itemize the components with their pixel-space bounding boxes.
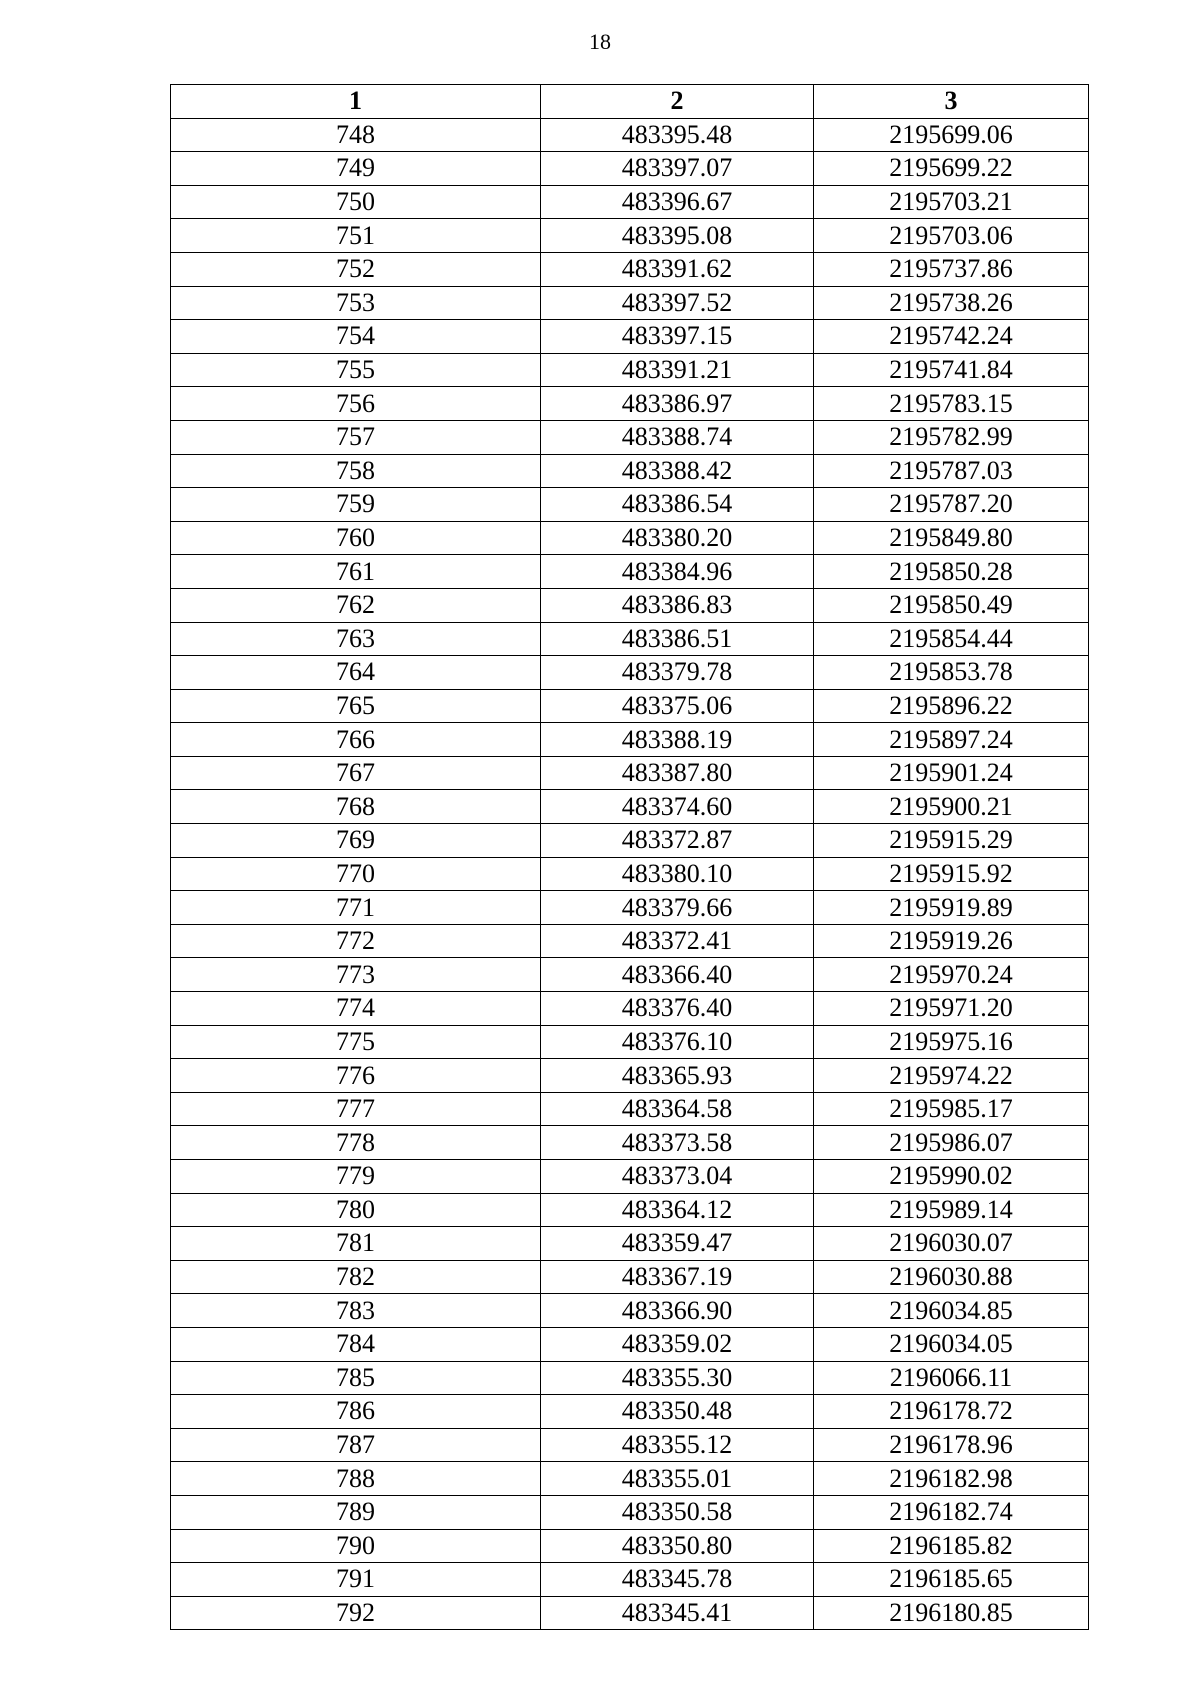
coordinate-x-cell: 483366.40: [541, 958, 814, 992]
coordinate-x-cell: 483386.83: [541, 588, 814, 622]
table-row: [171, 891, 1089, 925]
coordinate-x-cell: 483391.21: [541, 353, 814, 387]
coordinate-x-cell: 483386.97: [541, 387, 814, 421]
coordinate-x-cell: 483387.80: [541, 756, 814, 790]
point-number-cell: 774: [171, 992, 541, 1026]
point-number-cell: 778: [171, 1126, 541, 1160]
point-number-cell: 754: [171, 320, 541, 354]
coordinate-y-cell: 2195787.20: [814, 488, 1089, 522]
coordinate-y-cell: 2196178.96: [814, 1428, 1089, 1462]
point-number-cell: 785: [171, 1361, 541, 1395]
header-cell: 2: [541, 85, 814, 119]
coordinate-x-cell: 483396.67: [541, 185, 814, 219]
coordinate-x-cell: 483350.48: [541, 1395, 814, 1429]
coordinate-x-cell: 483384.96: [541, 555, 814, 589]
table-row: [171, 1294, 1089, 1328]
coordinate-y-cell: 2195919.89: [814, 891, 1089, 925]
table-row: [171, 320, 1089, 354]
coordinate-y-cell: 2195915.29: [814, 824, 1089, 858]
point-number-cell: 775: [171, 1025, 541, 1059]
point-number-cell: 771: [171, 891, 541, 925]
coordinate-x-cell: 483380.10: [541, 857, 814, 891]
header-cell: 1: [171, 85, 541, 119]
table-row: [171, 958, 1089, 992]
table-row: [171, 824, 1089, 858]
coordinate-x-cell: 483388.74: [541, 420, 814, 454]
point-number-cell: 780: [171, 1193, 541, 1227]
table-row: [171, 1227, 1089, 1261]
point-number-cell: 757: [171, 420, 541, 454]
table-row: [171, 723, 1089, 757]
coordinate-x-cell: 483395.48: [541, 118, 814, 152]
coordinate-x-cell: 483373.04: [541, 1160, 814, 1194]
coordinate-y-cell: 2195986.07: [814, 1126, 1089, 1160]
table-row: [171, 252, 1089, 286]
point-number-cell: 787: [171, 1428, 541, 1462]
table-row: [171, 1025, 1089, 1059]
point-number-cell: 770: [171, 857, 541, 891]
coordinate-x-cell: 483355.30: [541, 1361, 814, 1395]
coordinate-y-cell: 2195699.22: [814, 152, 1089, 186]
table-row: [171, 1193, 1089, 1227]
point-number-cell: 783: [171, 1294, 541, 1328]
point-number-cell: 765: [171, 689, 541, 723]
coordinate-y-cell: 2196182.74: [814, 1495, 1089, 1529]
coordinate-y-cell: 2195742.24: [814, 320, 1089, 354]
point-number-cell: 760: [171, 521, 541, 555]
coordinate-x-cell: 483376.10: [541, 1025, 814, 1059]
coordinate-x-cell: 483372.87: [541, 824, 814, 858]
coordinate-x-cell: 483365.93: [541, 1059, 814, 1093]
table-row: [171, 185, 1089, 219]
table-row: [171, 1361, 1089, 1395]
table-row: [171, 1126, 1089, 1160]
coordinate-x-cell: 483388.42: [541, 454, 814, 488]
coordinate-y-cell: 2195849.80: [814, 521, 1089, 555]
table-row: [171, 1462, 1089, 1496]
coordinate-y-cell: 2195985.17: [814, 1092, 1089, 1126]
coordinate-y-cell: 2195850.49: [814, 588, 1089, 622]
coordinate-y-cell: 2196182.98: [814, 1462, 1089, 1496]
coordinate-x-cell: 483397.52: [541, 286, 814, 320]
coordinate-x-cell: 483386.51: [541, 622, 814, 656]
coordinate-x-cell: 483397.07: [541, 152, 814, 186]
point-number-cell: 749: [171, 152, 541, 186]
coordinate-y-cell: 2195782.99: [814, 420, 1089, 454]
coordinate-y-cell: 2195783.15: [814, 387, 1089, 421]
coordinate-x-cell: 483355.01: [541, 1462, 814, 1496]
table-row: [171, 420, 1089, 454]
coordinates-table: [170, 84, 1089, 1630]
table-row: [171, 1327, 1089, 1361]
table-row: [171, 286, 1089, 320]
table-row: [171, 488, 1089, 522]
point-number-cell: 769: [171, 824, 541, 858]
coordinate-y-cell: 2195738.26: [814, 286, 1089, 320]
point-number-cell: 758: [171, 454, 541, 488]
coordinate-y-cell: 2195970.24: [814, 958, 1089, 992]
coordinate-x-cell: 483376.40: [541, 992, 814, 1026]
point-number-cell: 792: [171, 1596, 541, 1630]
point-number-cell: 761: [171, 555, 541, 589]
coordinate-x-cell: 483345.78: [541, 1563, 814, 1597]
point-number-cell: 767: [171, 756, 541, 790]
point-number-cell: 791: [171, 1563, 541, 1597]
coordinate-y-cell: 2196034.85: [814, 1294, 1089, 1328]
point-number-cell: 752: [171, 252, 541, 286]
point-number-cell: 748: [171, 118, 541, 152]
coordinate-y-cell: 2195896.22: [814, 689, 1089, 723]
coordinate-y-cell: 2196185.82: [814, 1529, 1089, 1563]
coordinate-y-cell: 2196185.65: [814, 1563, 1089, 1597]
coordinate-x-cell: 483373.58: [541, 1126, 814, 1160]
point-number-cell: 762: [171, 588, 541, 622]
table-row: [171, 790, 1089, 824]
point-number-cell: 755: [171, 353, 541, 387]
table-row: [171, 1596, 1089, 1630]
table-row: [171, 924, 1089, 958]
point-number-cell: 789: [171, 1495, 541, 1529]
coordinate-x-cell: 483374.60: [541, 790, 814, 824]
point-number-cell: 772: [171, 924, 541, 958]
table-row: [171, 689, 1089, 723]
point-number-cell: 776: [171, 1059, 541, 1093]
coordinate-x-cell: 483372.41: [541, 924, 814, 958]
coordinate-y-cell: 2195703.06: [814, 219, 1089, 253]
coordinate-y-cell: 2195897.24: [814, 723, 1089, 757]
table-row: [171, 152, 1089, 186]
coordinate-y-cell: 2195853.78: [814, 656, 1089, 690]
table-row: [171, 1495, 1089, 1529]
coordinate-y-cell: 2195787.03: [814, 454, 1089, 488]
coordinate-y-cell: 2195900.21: [814, 790, 1089, 824]
coordinate-y-cell: 2195703.21: [814, 185, 1089, 219]
table-row: [171, 1529, 1089, 1563]
header-cell: 3: [814, 85, 1089, 119]
table-row: [171, 1260, 1089, 1294]
table-row: [171, 1160, 1089, 1194]
coordinate-y-cell: 2195974.22: [814, 1059, 1089, 1093]
coordinate-y-cell: 2196030.07: [814, 1227, 1089, 1261]
coordinate-y-cell: 2195990.02: [814, 1160, 1089, 1194]
table-row: [171, 521, 1089, 555]
point-number-cell: 753: [171, 286, 541, 320]
table-row: [171, 656, 1089, 690]
coordinate-x-cell: 483397.15: [541, 320, 814, 354]
coordinate-x-cell: 483379.66: [541, 891, 814, 925]
table-row: [171, 857, 1089, 891]
point-number-cell: 781: [171, 1227, 541, 1261]
coordinate-x-cell: 483359.02: [541, 1327, 814, 1361]
coordinate-x-cell: 483350.58: [541, 1495, 814, 1529]
coordinate-y-cell: 2195741.84: [814, 353, 1089, 387]
point-number-cell: 751: [171, 219, 541, 253]
coordinate-y-cell: 2195699.06: [814, 118, 1089, 152]
coordinate-y-cell: 2195850.28: [814, 555, 1089, 589]
coordinate-x-cell: 483388.19: [541, 723, 814, 757]
coordinate-y-cell: 2195737.86: [814, 252, 1089, 286]
coordinate-y-cell: 2196066.11: [814, 1361, 1089, 1395]
table-row: [171, 1092, 1089, 1126]
coordinate-x-cell: 483366.90: [541, 1294, 814, 1328]
coordinate-x-cell: 483345.41: [541, 1596, 814, 1630]
coordinate-y-cell: 2196180.85: [814, 1596, 1089, 1630]
point-number-cell: 790: [171, 1529, 541, 1563]
coordinate-x-cell: 483375.06: [541, 689, 814, 723]
coordinate-y-cell: 2195854.44: [814, 622, 1089, 656]
coordinate-x-cell: 483367.19: [541, 1260, 814, 1294]
coordinate-x-cell: 483364.12: [541, 1193, 814, 1227]
table-row: [171, 219, 1089, 253]
point-number-cell: 759: [171, 488, 541, 522]
coordinate-x-cell: 483364.58: [541, 1092, 814, 1126]
coordinate-x-cell: 483379.78: [541, 656, 814, 690]
point-number-cell: 784: [171, 1327, 541, 1361]
table-body: [171, 118, 1089, 1630]
coordinate-x-cell: 483350.80: [541, 1529, 814, 1563]
point-number-cell: 779: [171, 1160, 541, 1194]
header-row: [171, 85, 1089, 119]
coordinate-y-cell: 2195971.20: [814, 992, 1089, 1026]
table-row: [171, 622, 1089, 656]
table-row: [171, 992, 1089, 1026]
point-number-cell: 786: [171, 1395, 541, 1429]
table-row: [171, 588, 1089, 622]
table-row: [171, 1059, 1089, 1093]
page-number: 18: [589, 29, 611, 54]
coordinate-y-cell: 2196178.72: [814, 1395, 1089, 1429]
table-row: [171, 118, 1089, 152]
point-number-cell: 768: [171, 790, 541, 824]
coordinate-y-cell: 2195989.14: [814, 1193, 1089, 1227]
coordinate-y-cell: 2196030.88: [814, 1260, 1089, 1294]
table-row: [171, 555, 1089, 589]
point-number-cell: 763: [171, 622, 541, 656]
table-row: [171, 1563, 1089, 1597]
point-number-cell: 777: [171, 1092, 541, 1126]
table-row: [171, 387, 1089, 421]
point-number-cell: 764: [171, 656, 541, 690]
table-row: [171, 756, 1089, 790]
coordinate-y-cell: 2195915.92: [814, 857, 1089, 891]
table-row: [171, 1395, 1089, 1429]
table-header: [171, 85, 1089, 119]
coordinate-x-cell: 483391.62: [541, 252, 814, 286]
table-row: [171, 454, 1089, 488]
coordinate-x-cell: 483355.12: [541, 1428, 814, 1462]
coordinate-y-cell: 2196034.05: [814, 1327, 1089, 1361]
point-number-cell: 773: [171, 958, 541, 992]
point-number-cell: 756: [171, 387, 541, 421]
coordinate-y-cell: 2195975.16: [814, 1025, 1089, 1059]
coordinate-x-cell: 483359.47: [541, 1227, 814, 1261]
coordinate-x-cell: 483395.08: [541, 219, 814, 253]
point-number-cell: 766: [171, 723, 541, 757]
coordinate-x-cell: 483380.20: [541, 521, 814, 555]
coordinate-y-cell: 2195919.26: [814, 924, 1089, 958]
point-number-cell: 750: [171, 185, 541, 219]
table-row: [171, 1428, 1089, 1462]
coordinate-x-cell: 483386.54: [541, 488, 814, 522]
coordinate-y-cell: 2195901.24: [814, 756, 1089, 790]
point-number-cell: 788: [171, 1462, 541, 1496]
point-number-cell: 782: [171, 1260, 541, 1294]
table-row: [171, 353, 1089, 387]
